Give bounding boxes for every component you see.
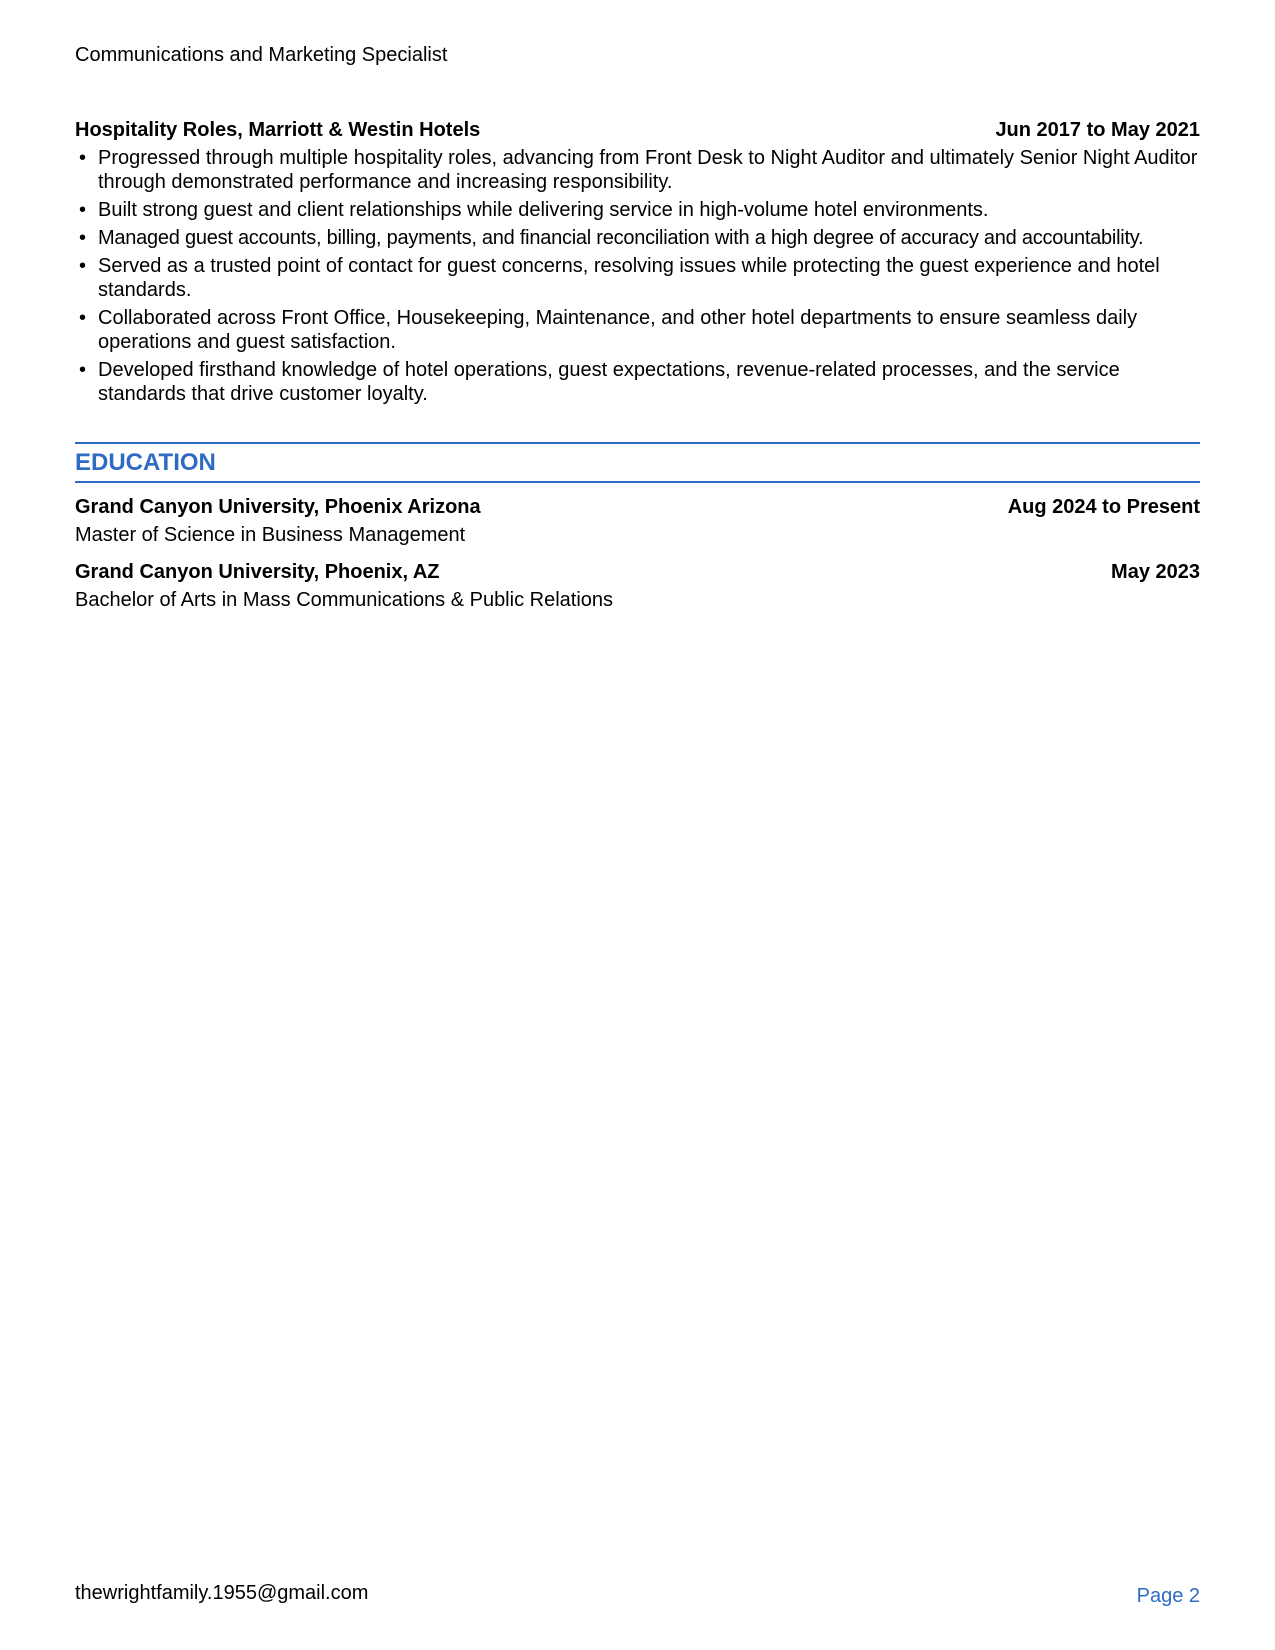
degree-name: Master of Science in Business Management	[75, 524, 466, 546]
bullet-text: Served as a trusted point of contact for guest concerns, resolving issues while protecting the guest experience and hotel standards.	[98, 255, 1160, 301]
bullet-text: Progressed through multiple hospitality roles, advancing from Front Desk to Night Auditor and ultimately Senior Night Auditor through demonstrated performance and increasing responsibility.	[98, 147, 1198, 193]
job-bullet-list	[75, 146, 1200, 406]
list-item	[75, 146, 1200, 194]
education-entry	[75, 560, 1200, 612]
bullet-text: Collaborated across Front Office, Housekeeping, Maintenance, and other hotel departments to ensure seamless daily operations and guest satisfaction.	[98, 307, 1138, 353]
resume-page	[75, 0, 1200, 1650]
list-item	[75, 254, 1200, 302]
school-name: Grand Canyon University, Phoenix Arizona	[75, 496, 481, 518]
education-entry	[75, 495, 1200, 547]
bullet-text: Built strong guest and client relationships while delivering service in high-volume hotel environments.	[98, 199, 989, 221]
list-item	[75, 226, 1200, 250]
list-item	[75, 358, 1200, 406]
job-dates: Jun 2017 to May 2021	[995, 119, 1200, 141]
list-item	[75, 306, 1200, 354]
job-role: Hospitality Roles, Marriott & Westin Hotels	[75, 119, 481, 141]
education-section	[75, 442, 1200, 612]
education-dates: Aug 2024 to Present	[1007, 496, 1200, 518]
list-item	[75, 198, 1200, 222]
education-entry-header	[75, 495, 1200, 519]
bullet-icon: •	[79, 255, 87, 277]
page-number: Page 2	[1136, 1585, 1200, 1607]
bullet-icon: •	[79, 227, 87, 249]
school-name: Grand Canyon University, Phoenix, AZ	[75, 561, 440, 583]
running-header-title: Communications and Marketing Specialist	[75, 44, 448, 66]
bullet-text: Developed firsthand knowledge of hotel operations, guest expectations, revenue-related processes, and the service standards that drive customer loyalty.	[98, 359, 1120, 405]
bullet-icon: •	[79, 359, 87, 381]
bullet-icon: •	[79, 199, 87, 221]
education-dates: May 2023	[1111, 561, 1200, 583]
section-divider-bottom	[75, 481, 1200, 483]
page-footer	[75, 1581, 1200, 1608]
contact-email: thewrightfamily.1955@gmail.com	[75, 1582, 369, 1604]
section-heading: EDUCATION	[75, 449, 216, 476]
degree-name: Bachelor of Arts in Mass Communications & Public Relations	[75, 589, 614, 611]
bullet-text: Managed guest accounts, billing, payments, and financial reconciliation with a high degree of accuracy and accountability.	[98, 227, 1144, 249]
experience-entry	[75, 118, 1200, 410]
education-entry-header	[75, 560, 1200, 584]
bullet-icon: •	[79, 307, 87, 329]
experience-entry-header	[75, 118, 1200, 142]
bullet-icon: •	[79, 147, 87, 169]
